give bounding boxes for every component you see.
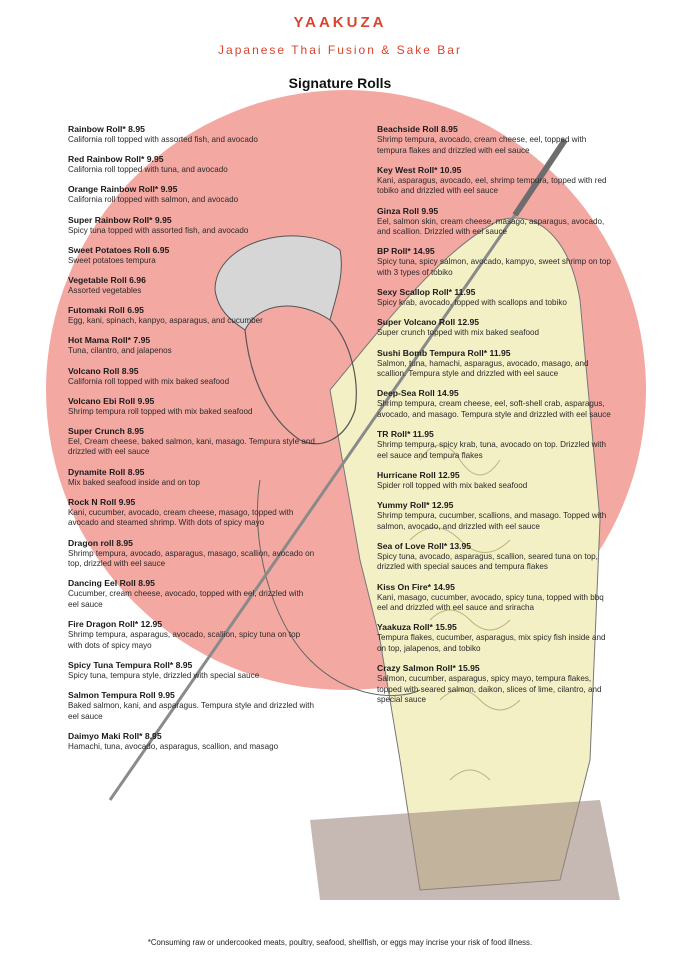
item-desc: Tempura flakes, cucumber, asparagus, mix spicy fish inside and on top, jalapenos, and tobiko <box>377 633 606 653</box>
brand-name: YAAKUZA <box>293 14 387 31</box>
menu-item <box>377 206 613 238</box>
item-desc: Shrimp tempura, asparagus, avocado, scallion, spicy tuna on top with dots of spicy mayo <box>68 630 301 650</box>
menu-item <box>68 215 316 237</box>
item-name: Vegetable Roll 6.96 <box>68 274 146 285</box>
menu-item <box>377 246 613 278</box>
item-name: Sexy Scallop Roll* 11.95 <box>377 287 476 298</box>
menu-item <box>68 538 316 570</box>
item-name: Super Volcano Roll 12.95 <box>377 317 480 328</box>
item-name: Rainbow Roll* 8.95 <box>68 124 145 134</box>
menu-header <box>0 0 680 91</box>
menu-item <box>377 348 613 380</box>
item-desc: Mix baked seafood inside and on top <box>68 477 200 487</box>
item-desc: Tuna, cilantro, and jalapenos <box>68 346 172 356</box>
item-desc: Baked salmon, kani, and asparagus. Tempura style and drizzled with eel sauce <box>68 701 314 721</box>
menu-item <box>377 582 613 614</box>
item-desc: Assorted vegetables <box>68 285 142 295</box>
menu-item <box>377 124 613 156</box>
item-name: Futomaki Roll 6.95 <box>68 305 144 316</box>
item-name: BP Roll* 14.95 <box>377 246 435 257</box>
menu-item <box>68 245 316 267</box>
item-name: Daimyo Maki Roll* 8.95 <box>68 730 162 741</box>
menu-item <box>68 366 316 388</box>
item-name: Yaakuza Roll* 15.95 <box>377 622 457 633</box>
menu-item <box>68 578 316 610</box>
left-menu-column <box>68 124 316 761</box>
item-desc: Spicy krab, avocado, topped with scallops and tobiko <box>377 298 567 308</box>
item-desc: California roll topped with mix baked seafood <box>68 376 230 386</box>
menu-item <box>68 619 316 651</box>
food-safety-footnote: *Consuming raw or undercooked meats, poultry, seafood, shellfish, or eggs may incrise your risk of food illness. <box>147 938 533 947</box>
item-name: Red Rainbow Roll* 9.95 <box>68 154 164 165</box>
menu-item <box>377 165 613 197</box>
base-shape <box>310 800 620 900</box>
item-desc: Salmon, cucumber, asparagus, spicy mayo, tempura flakes, topped with seared salmon, daikon, slices of lime, cilantro, and special sauce <box>377 674 602 705</box>
item-desc: Egg, kani, spinach, kanpyo, asparagus, and cucumber <box>68 316 263 326</box>
right-menu-column <box>377 124 613 715</box>
brand-tagline: Japanese Thai Fusion & Sake Bar <box>218 43 462 57</box>
menu-item <box>68 335 316 357</box>
item-name: Orange Rainbow Roll* 9.95 <box>68 184 178 195</box>
item-desc: Eel, Cream cheese, baked salmon, kani, masago. Tempura style and drizzled with eel sauce <box>68 436 315 457</box>
menu-item <box>68 467 316 489</box>
item-name: Deep-Sea Roll 14.95 <box>377 388 459 399</box>
item-desc: Shrimp tempura roll topped with mix baked seafood <box>68 406 253 416</box>
item-desc: Spicy tuna, avocado, asparagus, scallion, seared tuna on top, drizzled with special sauces and tempura flakes <box>377 551 598 572</box>
menu-item <box>377 429 613 461</box>
item-name: Volcano Ebi Roll 9.95 <box>68 395 155 406</box>
item-desc: Salmon, tuna, hamachi, asparagus, avocado, masago, and scallion. Tempura style and drizzled with eel sauce <box>377 358 589 379</box>
menu-item <box>68 497 316 529</box>
section-title: Signature Rolls <box>288 75 392 91</box>
menu-item <box>377 622 613 654</box>
item-desc: Shrimp tempura, avocado, asparagus, masago, scallion, avocado on top, drizzled with eel sauce <box>68 548 315 569</box>
item-desc: Shrimp tempura, spicy krab, tuna, avocado on top. Drizzled with eel sauce and tempura flakes <box>377 440 606 460</box>
item-name: Hurricane Roll 12.95 <box>377 469 460 480</box>
menu-item <box>377 388 613 420</box>
item-name: Key West Roll* 10.95 <box>377 164 462 175</box>
item-desc: Shrimp tempura, cucumber, scallions, and masago. Topped with salmon, avocado, and drizzled with eel sauce <box>377 511 607 531</box>
item-desc: Spicy tuna topped with assorted fish, and avocado <box>68 225 249 235</box>
item-name: Dancing Eel Roll 8.95 <box>68 578 155 589</box>
item-desc: Kani, asparagus, avocado, eel, shrimp tempura, topped with red tobiko and drizzled with eel sauce <box>377 175 607 196</box>
menu-item <box>68 660 316 682</box>
item-desc: Kani, cucumber, avocado, cream cheese, masago, topped with avocado and steamed shrimp. With dots of spicy mayo <box>68 507 294 528</box>
item-name: Sweet Potatoes Roll 6.95 <box>68 244 170 255</box>
item-desc: Spicy tuna, spicy salmon, avocado, kampyo, sweet shrimp on top with 3 types of tobiko <box>377 257 611 277</box>
item-desc: Super crunch topped with mix baked seafood <box>377 328 539 338</box>
item-name: Spicy Tuna Tempura Roll* 8.95 <box>68 659 193 670</box>
menu-item <box>68 426 316 458</box>
item-name: Super Crunch 8.95 <box>68 425 144 436</box>
item-desc: Kani, masago, cucumber, avocado, spicy tuna, topped with bbq eel and drizzled with eel sauce and sriracha <box>377 592 604 613</box>
item-desc: Sweet potatoes tempura <box>68 255 156 265</box>
menu-item <box>68 305 316 327</box>
item-desc: Shrimp tempura, avocado, cream cheese, eel, topped with tempura flakes and drizzled with eel sauce <box>377 135 587 155</box>
menu-item <box>68 124 316 146</box>
item-desc: Shrimp tempura, cream cheese, eel, soft-shell crab, asparagus, avocado, and masago. Tempura style and drizzled with eel sauce <box>377 399 611 419</box>
item-name: Salmon Tempura Roll 9.95 <box>68 690 175 701</box>
item-name: Sushi Bomb Tempura Roll* 11.95 <box>377 347 511 358</box>
item-name: Dragon roll 8.95 <box>68 537 133 548</box>
menu-item <box>377 541 613 573</box>
item-desc: Cucumber, cream cheese, avocado, topped with eel, drizzled with eel sauce <box>68 589 304 609</box>
item-name: TR Roll* 11.95 <box>377 429 434 440</box>
menu-item <box>68 731 316 753</box>
item-name: Kiss On Fire* 14.95 <box>377 581 455 592</box>
item-name: Yummy Roll* 12.95 <box>377 500 454 511</box>
item-name: Crazy Salmon Roll* 15.95 <box>377 663 480 674</box>
menu-item <box>377 500 613 532</box>
item-desc: Spicy tuna, tempura style, drizzled with special sauce <box>68 670 260 680</box>
menu-item <box>68 275 316 297</box>
menu-item <box>377 470 613 492</box>
menu-item <box>68 154 316 176</box>
item-name: Fire Dragon Roll* 12.95 <box>68 619 163 630</box>
item-desc: Hamachi, tuna, avocado, asparagus, scallion, and masago <box>68 741 279 751</box>
item-name: Super Rainbow Roll* 9.95 <box>68 214 172 225</box>
item-name: Sea of Love Roll* 13.95 <box>377 540 472 551</box>
item-desc: California roll topped with assorted fish, and avocado <box>68 135 258 144</box>
item-name: Rock N Roll 9.95 <box>68 496 136 507</box>
item-name: Ginza Roll 9.95 <box>377 205 439 216</box>
item-name: Beachside Roll 8.95 <box>377 124 458 134</box>
menu-item <box>377 663 613 706</box>
menu-item <box>377 317 613 339</box>
item-desc: Spider roll topped with mix baked seafood <box>377 480 528 490</box>
item-desc: California roll topped with salmon, and avocado <box>68 195 239 205</box>
item-name: Hot Mama Roll* 7.95 <box>68 335 151 346</box>
menu-item <box>68 396 316 418</box>
item-desc: Eel, salmon skin, cream cheese, masago, asparagus, avocado, and scallion. Drizzled with eel sauce <box>377 216 605 237</box>
item-name: Dynamite Roll 8.95 <box>68 466 145 477</box>
item-desc: California roll topped with tuna, and avocado <box>68 165 228 175</box>
menu-item <box>68 690 316 722</box>
item-name: Volcano Roll 8.95 <box>68 365 139 376</box>
menu-item <box>377 287 613 309</box>
menu-item <box>68 184 316 206</box>
